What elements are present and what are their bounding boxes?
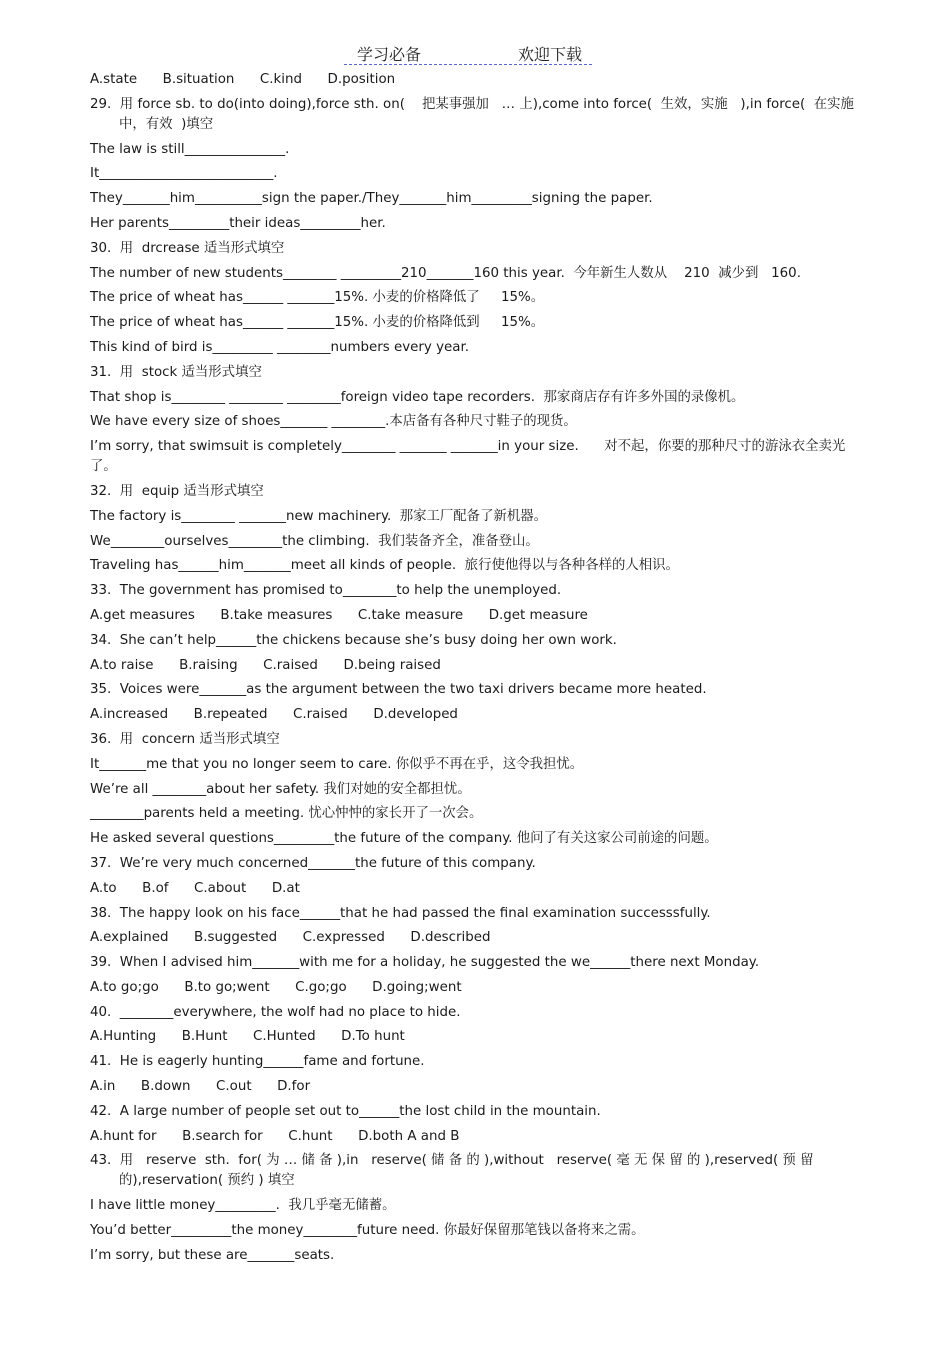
exercise-line: It_______me that you no longer seem to care. 你似乎不再在乎，这令我担忧。 (90, 756, 584, 772)
options-line: A.Hunting B.Hunt C.Hunted D.To hunt (90, 1029, 405, 1045)
exercise-line: The price of wheat has______ _______15%. 小麦的价格降低到 15%。 (90, 315, 545, 331)
question-36-heading: 36. 用 concern 适当形式填空 (90, 731, 280, 747)
question-32-heading: 32. 用 equip 适当形式填空 (90, 483, 264, 499)
question-33: 33. The government has promised to________to help the unemployed. (90, 583, 562, 599)
header-right-text: 欢迎下载 (518, 45, 583, 64)
question-35: 35. Voices were_______as the argument between the two taxi drivers became more heated. (90, 682, 707, 698)
exercise-line: They_______him__________sign the paper./They_______him_________signing the paper. (90, 191, 653, 207)
options-line: A.to B.of C.about D.at (90, 880, 300, 896)
question-39: 39. When I advised him_______with me for a holiday, he suggested the we______there next Monday. (90, 955, 760, 971)
header-dashed-rule (344, 64, 592, 65)
options-line: A.increased B.repeated C.raised D.developed (90, 707, 458, 723)
exercise-line: We have every size of shoes_______ ________.本店备有各种尺寸鞋子的现货。 (90, 414, 577, 430)
exercise-line: You’d better_________the money________future need. 你最好保留那笔钱以备将来之需。 (90, 1223, 645, 1239)
question-29-heading: 29. 用 force sb. to do(into doing),force sth. on( 把某事强加 … 上),come into force( 生效，实施 ),in force( 在实施中，有效 )填空 (90, 96, 854, 132)
exercise-line: We________ourselves________the climbing. 我们装备齐全，准备登山。 (90, 533, 539, 549)
exercise-line: It__________________________. (90, 166, 278, 182)
options-line: A.hunt for B.search for C.hunt D.both A and B (90, 1128, 460, 1144)
question-30-heading: 30. 用 drcrease 适当形式填空 (90, 240, 285, 256)
options-line: A.state B.situation C.kind D.position (90, 72, 396, 87)
exercise-line: The price of wheat has______ _______15%. 小麦的价格降低了 15%。 (90, 290, 545, 306)
page-header (0, 40, 950, 68)
exercise-line: I’m sorry, that swimsuit is completely________ _______ _______in your size. 对不起，你要的那种尺寸的游泳衣全卖光了。 (90, 439, 846, 475)
question-34: 34. She can’t help______the chickens because she’s busy doing her own work. (90, 632, 617, 648)
exercise-line: That shop is________ ________ ________foreign video tape recorders. 那家商店存有许多外国的录像机。 (90, 389, 745, 405)
options-line: A.to go;go B.to go;went C.go;go D.going;went (90, 979, 462, 995)
question-38: 38. The happy look on his face______that he had passed the final examination successsfully. (90, 905, 711, 921)
options-line: A.get measures B.take measures C.take measure D.get measure (90, 607, 588, 623)
question-37: 37. We’re very much concerned_______the future of this company. (90, 855, 536, 871)
question-31-heading: 31. 用 stock 适当形式填空 (90, 364, 262, 380)
question-42: 42. A large number of people set out to______the lost child in the mountain. (90, 1103, 601, 1119)
question-41: 41. He is eagerly hunting______fame and fortune. (90, 1054, 425, 1070)
exercise-line: The factory is________ _______new machinery. 那家工厂配备了新机器。 (90, 508, 548, 524)
header-left-text: 学习必备 (357, 45, 422, 64)
question-40: 40. ________everywhere, the wolf had no place to hide. (90, 1004, 461, 1020)
exercise-line: ________parents held a meeting. 忧心忡忡的家长开了一次会。 (90, 806, 483, 822)
exercise-line: He asked several questions_________the future of the company. 他问了有关这家公司前途的问题。 (90, 831, 718, 847)
question-43-heading: 43. 用 reserve sth. for( 为 … 储 备 ),in reserve( 储 备 的 ),without reserve( 毫 无 保 留 的 ),reserved( 预 留 的),reservation( 预约 ) 填空 (90, 1153, 818, 1189)
exercise-line: The number of new students________ _________210_______160 this year. 今年新生人数从 210 减少到 160. (90, 265, 801, 281)
document-body (90, 70, 860, 1271)
exercise-line: This kind of bird is_________ ________numbers every year. (90, 339, 470, 355)
exercise-line: We’re all ________about her safety. 我们对她的安全都担忧。 (90, 781, 471, 797)
exercise-line: Her parents_________their ideas_________her. (90, 215, 386, 231)
exercise-line: I have little money_________. 我几乎毫无储蓄。 (90, 1198, 396, 1214)
options-line: A.in B.down C.out D.for (90, 1079, 311, 1095)
exercise-line: The law is still_______________. (90, 141, 290, 157)
options-line: A.to raise B.raising C.raised D.being raised (90, 657, 441, 673)
options-line: A.explained B.suggested C.expressed D.described (90, 930, 491, 946)
exercise-line: I’m sorry, but these are_______seats. (90, 1247, 335, 1263)
exercise-line: Traveling has______him_______meet all kinds of people. 旅行使他得以与各种各样的人相识。 (90, 558, 679, 574)
